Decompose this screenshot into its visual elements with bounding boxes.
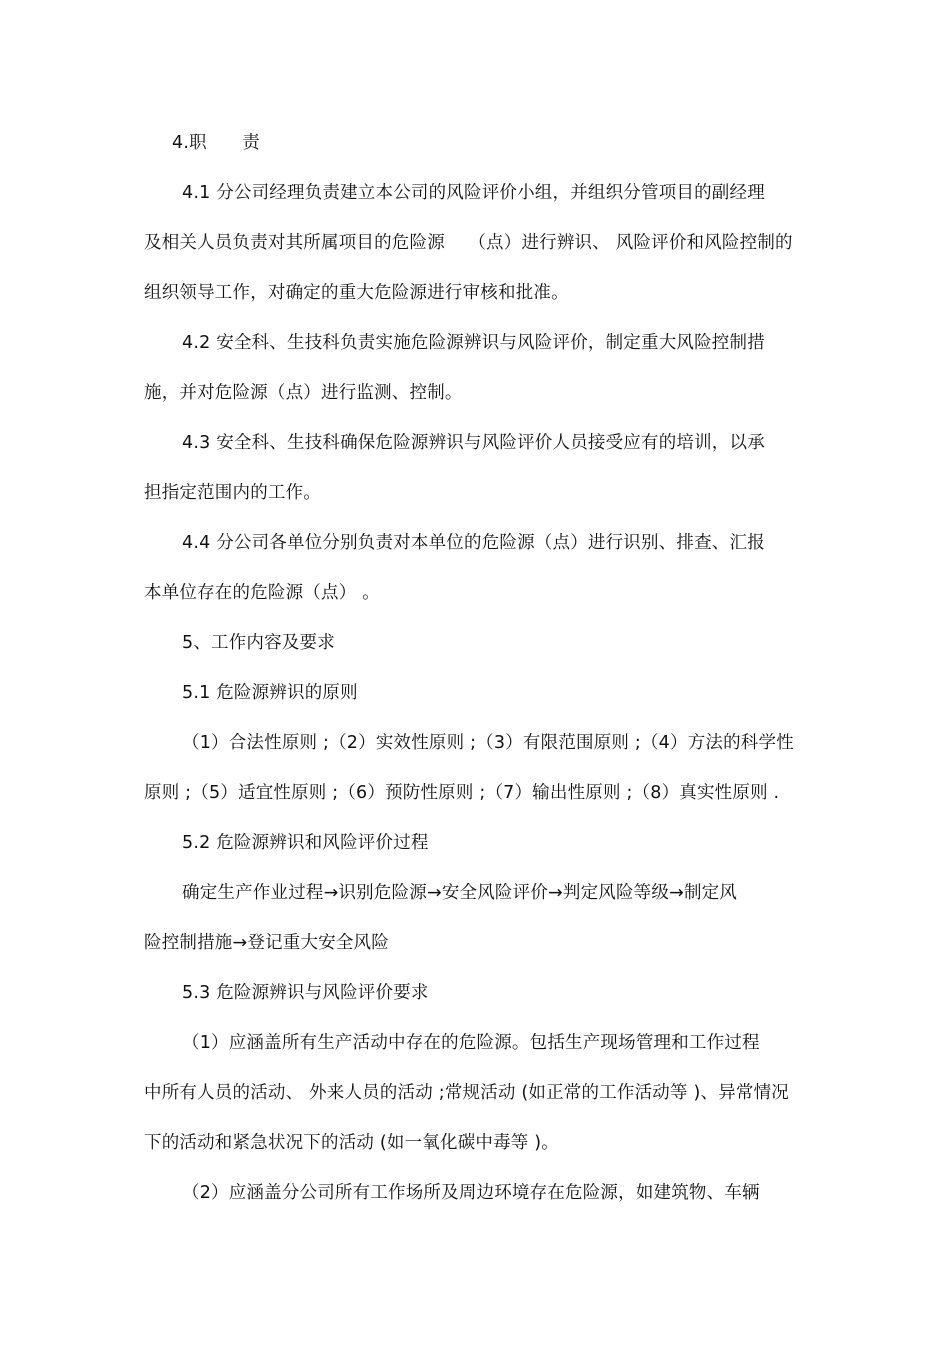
paragraph-4-3-line-2: 担指定范围内的工作。 xyxy=(144,483,321,503)
requirement-2-line-1: （2）应涵盖分公司所有工作场所及周边环境存在危险源，如建筑物、车辆 xyxy=(182,1183,760,1203)
paragraph-4-1-line-3: 组织领导工作，对确定的重大危险源进行审核和批准。 xyxy=(144,283,569,303)
process-line-1: 确定生产作业过程→识别危险源→安全风险评价→判定风险等级→制定风 xyxy=(182,883,738,903)
requirement-1-line-1: （1）应涵盖所有生产活动中存在的危险源。包括生产现场管理和工作过程 xyxy=(182,1033,760,1053)
paragraph-4-3-line-1: 4.3 安全科、生技科确保危险源辨识与风险评价人员接受应有的培训，以承 xyxy=(182,433,765,453)
subheading-5-1: 5.1 危险源辨识的原则 xyxy=(182,683,358,703)
principles-line-1: （1）合法性原则 ;（2）实效性原则 ;（3）有限范围原则 ;（4）方法的科学性 xyxy=(182,733,794,753)
principles-line-2: 原则 ;（5）适宜性原则 ;（6）预防性原则 ;（7）输出性原则 ;（8）真实性原则 . xyxy=(144,783,780,803)
requirement-1-line-3: 下的活动和紧急状况下的活动 (如一氧化碳中毒等 )。 xyxy=(144,1133,559,1153)
paragraph-4-4-line-1: 4.4 分公司各单位分别负责对本单位的危险源（点）进行识别、排查、汇报 xyxy=(182,533,765,553)
requirement-1-line-2: 中所有人员的活动、 外来人员的活动 ;常规活动 (如正常的工作活动等 )、异常情况 xyxy=(144,1083,789,1103)
section-heading-5: 5、工作内容及要求 xyxy=(182,633,335,653)
paragraph-4-1-line-1: 4.1 分公司经理负责建立本公司的风险评价小组，并组织分管项目的副经理 xyxy=(182,183,765,203)
paragraph-4-2-line-2: 施，并对危险源（点）进行监测、控制。 xyxy=(144,383,463,403)
section-heading-4: 4.职 责 xyxy=(172,133,260,153)
paragraph-4-1-line-2: 及相关人员负责对其所属项目的危险源 （点）进行辨识、 风险评价和风险控制的 xyxy=(144,233,793,253)
subheading-5-2: 5.2 危险源辨识和风险评价过程 xyxy=(182,833,429,853)
subheading-5-3: 5.3 危险源辨识与风险评价要求 xyxy=(182,983,429,1003)
paragraph-4-2-line-1: 4.2 安全科、生技科负责实施危险源辨识与风险评价，制定重大风险控制措 xyxy=(182,333,765,353)
process-line-2: 险控制措施→登记重大安全风险 xyxy=(144,933,389,953)
paragraph-4-4-line-2: 本单位存在的危险源（点） 。 xyxy=(144,583,380,603)
